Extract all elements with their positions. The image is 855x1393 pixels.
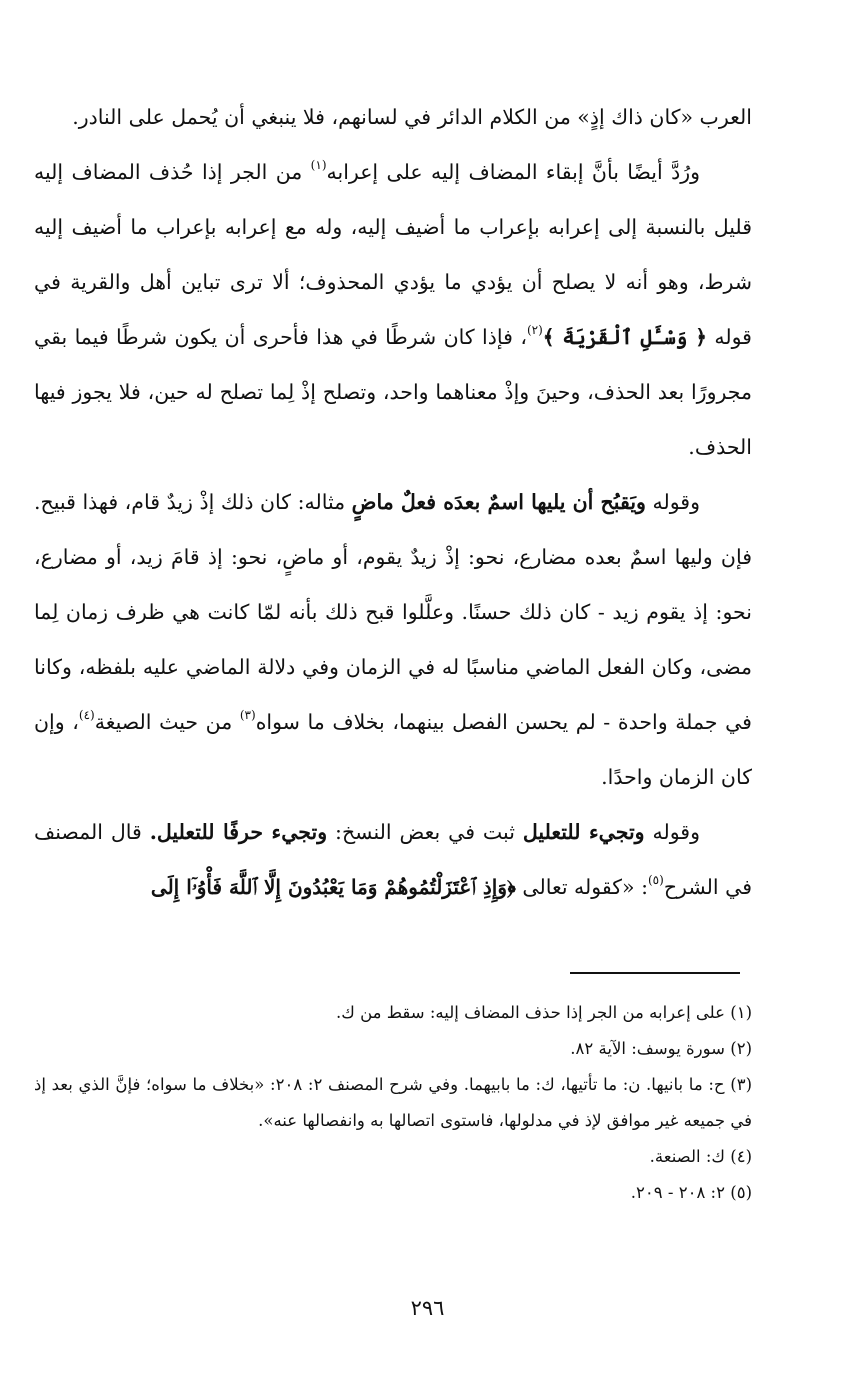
footnote-ref-2[interactable]: (٢) [526,323,543,338]
paragraph-4-text-b: ثبت في بعض النسخ: [327,820,523,844]
paragraph-2-text-b: من الجر إذا حُذف المضاف إليه قليل بالنسبة إلى إعرابه بإعراب ما أضيف إليه، وله مع إعرابه بإعراب ما أضيف إليه شرط، وهو أنه لا يصلح أن يؤدي ما يؤدي المحذوف؛ ألا ترى تباين أهل والقرية في قوله [34,160,752,349]
paragraph-1 [34,90,752,145]
footnote-3 [34,1067,752,1139]
footnote-1 [34,995,752,1031]
footnote-text: على إعرابه من الجر إذا حذف المضاف إليه: سقط من ك. [336,1003,725,1022]
paragraph-3 [34,475,752,805]
paragraph-4-bold-quote-1: وتجيء للتعليل [522,820,645,844]
paragraph-4 [34,805,752,915]
paragraph-3-text-d: ، وإن كان الزمان واحدًا. [34,710,752,789]
paragraph-4-text-a: وقوله [644,820,700,844]
quran-quote-2: ﴿وَإِذِ ٱعْتَزَلْتُمُوهُمْ وَمَا يَعْبُدُونَ إِلَّا ٱللَّهَ فَأْوُۥٓا إِلَى [150,875,516,899]
page-number: ٢٩٦ [410,1296,445,1320]
footnote-number: (٣) [730,1075,752,1094]
footnote-number: (٥) [730,1183,752,1202]
footnote-number: (٢) [730,1039,752,1058]
footnote-2 [34,1031,752,1067]
main-text [34,90,752,915]
footnote-ref-5[interactable]: (٥) [647,873,664,888]
paragraph-3-text-a: وقوله [645,490,700,514]
paragraph-4-text-d: : «كقوله تعالى [515,875,648,899]
footnote-text: سورة يوسف: الآية ٨٢. [570,1039,725,1058]
paragraph-2-text-c: ، فإذا كان شرطًا في هذا فأحرى أن يكون شرطًا فيما بقي مجرورًا بعد الحذف، وحينَ وإذْ معناهما واحد، وتصلح إذْ لِما تصلح له حين، فلا يجوز فيها الحذف. [34,325,752,459]
paragraph-1-text: العرب «كان ذاك إذٍ» من الكلام الدائر في لسانهم، فلا ينبغي أن يُحمل على النادر. [72,105,752,129]
footnote-ref-1[interactable]: (١) [310,158,327,173]
footnote-divider [570,972,740,974]
footnotes [34,995,752,1211]
footnote-text: ٢: ٢٠٨ - ٢٠٩. [630,1183,725,1202]
footnote-ref-4[interactable]: (٤) [78,708,95,723]
footnote-number: (١) [730,1003,752,1022]
footnote-5 [34,1175,752,1211]
paragraph-3-text-c: من حيث الصيغة [94,710,240,734]
footnote-text: ح: ما بانيها. ن: ما تأتيها، ك: ما بابيهما. وفي شرح المصنف ٢: ٢٠٨: «بخلاف ما سواه؛ فإنَّ الذي بعد إذ في جميعه غير موافق لإذ في مدلولها، فاستوى اتصالها به وانفصالها عنه». [34,1075,752,1130]
paragraph-3-text-b: مثاله: كان ذلك إذْ زيدٌ قام، فهذا قبيح. فإن وليها اسمٌ بعده مضارع، نحو: إذْ زيدٌ يقوم، أو ماضٍ، نحو: إذ قامَ زيد، أو مضارع، نحو: إذ يقوم زيد - كان ذلك حسنًا. وعلَّلوا قبح ذلك بأنه لمّا كانت هي ظرف زمان لِما مضى، وكان الفعل الماضي مناسبًا له في الزمان وفي دلالة الماضي عليه بلفظه، وكانا في جملة واحدة - لم يحسن الفصل بينهما، بخلاف ما سواه [34,490,752,734]
paragraph-2 [34,145,752,475]
paragraph-3-bold-quote: ويَقبُح أن يليها اسمٌ بعدَه فعلٌ ماضٍ [351,490,646,514]
paragraph-4-text-c: قال المصنف في الشرح [34,820,752,899]
footnote-text: ك: الصنعة. [649,1147,725,1166]
footnote-number: (٤) [730,1147,752,1166]
paragraph-2-text-a: ورُدَّ أيضًا بأنَّ إبقاء المضاف إليه على إعرابه [326,160,700,184]
quran-quote-1: ﴿ وَسْـَٔلِ ٱلْقَرْيَةَ ﴾ [542,325,707,349]
footnote-4 [34,1139,752,1175]
footnote-ref-3[interactable]: (٣) [239,708,256,723]
paragraph-4-bold-quote-2: وتجيء حرفًا للتعليل. [149,820,328,844]
